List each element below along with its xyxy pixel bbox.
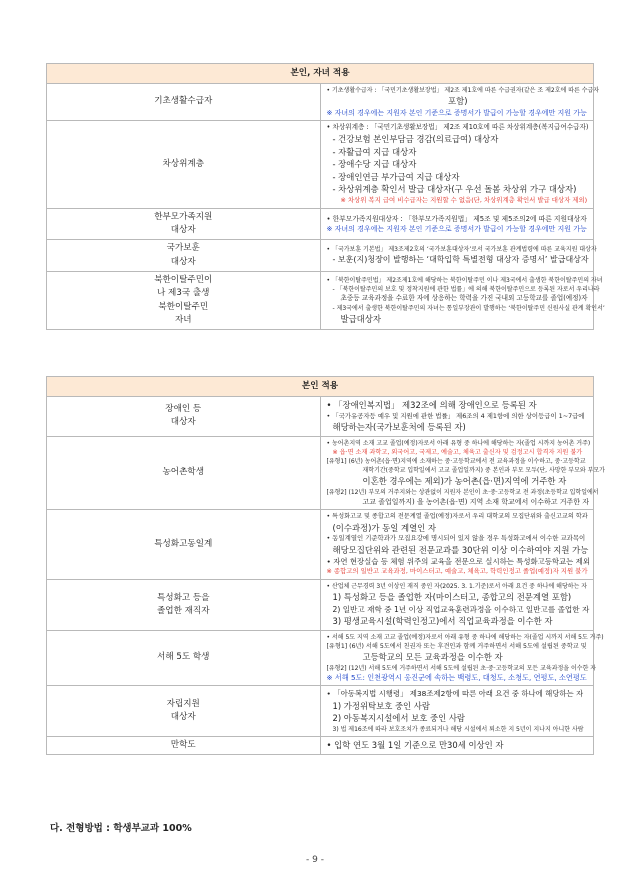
description-line: • 「북한이탈주민법」 제2조제1호에 해당하는 북한이탈주민 이나 제3국에서 출생한 북한이탈주민의 자녀 (326, 276, 603, 284)
description-line: • 한부모가족지원대상자 : 「한부모가족지원법」 제5조 및 제5조의2에 따른 지원대상자 (326, 214, 587, 223)
description-line: [유형2] (12년) 부모의 거주지와는 상관없이 지원자 본인이 초·중·고등학교 전 과정(초등학교 입학일에서 (326, 488, 599, 496)
table-row (47, 271, 594, 329)
category-label-line: 국가보훈 (166, 243, 200, 254)
description-line: 고교 졸업일까지) 을 농어촌(읍·면) 지역 소재 학교에서 이수하고 거주한 자 (362, 497, 590, 506)
category-label-line: 특성화고 등을 (156, 592, 210, 603)
description-line: • 입학 연도 3월 1일 기준으로 만30세 이상인 자 (326, 740, 504, 751)
category-label-line: 특성화고동일계 (154, 539, 213, 549)
selection-method: 다. 전형방법 : 학생부교과 100% (50, 823, 192, 834)
description-line: ※ 읍·면 소재 과학고, 외국어고, 국제고, 예술고, 체육고 출신자 및 검정고시 합격자 지원 불가 (332, 448, 583, 456)
description-line: 1) 특성화고 등을 졸업한 자(마이스터고, 종합고의 전문계열 포함) (332, 592, 572, 603)
category-label (47, 84, 321, 121)
category-label (47, 271, 321, 329)
table-body-own-only (47, 397, 605, 755)
description-line: - 장애인연금 부가급여 지급 대상자 (332, 171, 460, 182)
category-label (47, 580, 321, 631)
eligibility-description (320, 121, 594, 209)
description-line: [유형2] (12년) 서해 5도에 거주하면서 서해 5도에 설립된 초·중·고등학교의 모든 교육과정을 이수한 자 (326, 664, 597, 672)
description-line: • 산업체 근무경력 3년 이상인 재직 중인 자(2025. 3. 1.기준)로서 아래 요건 중 하나에 해당하는 자 (326, 583, 588, 591)
category-label-line: 서해 5도 학생 (157, 652, 210, 663)
description-line: [유형1] (6년) 서해 5도에서 친권자 또는 후견인과 함께 거주하면서 서해 5도에 설립된 중학교 및 (326, 642, 587, 650)
description-line: 포함) (448, 96, 468, 106)
description-line: 1) 가정위탁보호 중인 사람 (332, 700, 430, 711)
category-label-line: 자녀 (174, 314, 192, 325)
description-line: 2) 아동복지시설에서 보호 중인 사람 (332, 713, 466, 724)
category-label-line: 한부모가족지원 (154, 211, 213, 222)
description-line: • 자연 현장실습 등 체험 위주의 교육을 전문으로 실시하는 특성화고등학교는 제외 (326, 557, 590, 567)
category-label (47, 736, 321, 754)
category-label (47, 240, 321, 272)
description-line: • 「국가유공자등 예우 및 지원에 관한 법률」 제6조의 4 제1항에 의한 상이등급이 1~7급에 (326, 411, 585, 420)
eligibility-description (320, 208, 594, 240)
category-label (47, 630, 321, 686)
table-row (47, 397, 594, 437)
table-header-own-and-children: 본인, 자녀 적용 (47, 64, 594, 84)
description-line: ※ 자녀의 경우에는 지원자 본인 기준으로 증명서가 발급이 가능할 경우에만 지원 가능 (326, 224, 587, 233)
category-label-line: 대상자 (170, 256, 196, 267)
eligibility-description (320, 240, 597, 272)
category-label-line: 장애인 등 (165, 404, 202, 415)
table-body-own-and-children (47, 84, 605, 330)
category-label (47, 686, 321, 736)
eligibility-description (320, 736, 594, 754)
description-line: - 보훈(지)청장이 발행하는 ‘대학입학 특별전형 대상자 증명서’ 발급대상자 (332, 255, 589, 265)
table-row (47, 736, 594, 754)
description-line: ※ 서해 5도: 인천광역시 옹진군에 속하는 백령도, 대청도, 소청도, 연평도, 소연평도 (326, 672, 587, 682)
eligibility-description (320, 580, 594, 631)
description-line: 3) 평생교육시설(학력인정고)에서 직업교육과정을 이수한 자 (332, 616, 553, 627)
category-label-line: 대상자 (170, 712, 196, 723)
eligibility-description (320, 436, 605, 509)
category-label-line: 대상자 (170, 224, 196, 235)
eligibility-description (320, 510, 594, 580)
category-label-line: 자립지원 (166, 698, 200, 709)
description-line: 초중등 교육과정을 수료한 자에 상응하는 학력을 가진 국내외 고등학교를 졸업(예정)자 (340, 293, 588, 302)
description-line: ※ 자녀의 경우에는 지원자 본인 기준으로 증명서가 발급이 가능할 경우에만 지원 가능 (326, 108, 587, 117)
description-line: 3) 법 제16조에 따라 보호조치가 종료되거나 해당 시설에서 퇴소한 지 5년이 지나지 아니한 사람 (332, 725, 584, 733)
eligibility-description (320, 271, 605, 329)
description-line: 발급대상자 (340, 313, 381, 324)
page-number: - 9 - (306, 855, 324, 865)
description-line: [유형1] (6년) 농어촌(읍·면)지역에 소재하는 중·고등학교에서 전 교육과정을 이수하고, 중·고등학교 (326, 458, 586, 466)
category-label-line: 나 제3국 출생 (157, 288, 210, 299)
table-row (47, 240, 594, 272)
table-header-own-only: 본인 적용 (47, 377, 594, 397)
description-line: • 기초생활수급자 : 「국민기초생활보장법」 제2조 제1호에 따른 수급권자(같은 조 제2호에 따른 수급자 (326, 87, 600, 94)
eligibility-description (320, 686, 594, 736)
description-line: 2) 일반고 재학 중 1년 이상 직업교육훈련과정을 이수하고 일반고를 졸업한 자 (332, 604, 590, 614)
category-label-line: 만학도 (170, 739, 196, 750)
category-label-line: 대상자 (170, 417, 196, 428)
category-label (47, 121, 321, 209)
category-label-line: 졸업한 재직자 (156, 605, 210, 616)
description-line: 재학기간(중학교 입학일에서 고교 졸업일까지) 중 본인과 부모 모두(단, 사망한 부모와 부모가 (362, 467, 605, 475)
description-line: - 건강보험 본인부담금 경감(의료급여) 대상자 (332, 134, 499, 144)
description-line: - 자활급여 지급 대상자 (332, 146, 417, 157)
description-line: • 서해 5도 지역 소재 고교 졸업(예정)자로서 아래 유형 중 하나에 해당하는 자(졸업 시까지 서해 5도 거주) (326, 633, 604, 641)
description-line: 이혼한 경우에는 제외)가 농어촌(읍·면)지역에 거주한 자 (362, 476, 567, 487)
category-label (47, 436, 321, 509)
description-line: 해당하는자(국가보훈처에 등록된 자) (332, 422, 466, 433)
category-label-line: 차상위계층 (162, 158, 204, 169)
description-line: - 제3국에서 출생한 북한이탈주민의 자녀는 통일부장관이 발행하는 ‘북한이탈주민 신원사실 관계 확인서’ (332, 304, 605, 312)
description-line: - 장애수당 지급 대상자 (332, 159, 417, 170)
description-line: ※ 종합고의 일반고 교육과정, 마이스터고, 예술고, 체육고, 학력인정고 졸업(예정)자 지원 불가 (326, 567, 588, 576)
category-label-line: 북한이탈주민 (158, 301, 209, 312)
description-line: • 「국가보훈 기본법」 제3조제2호의 ‘국가보훈대상자’로서 국가보훈 관계법령에 따른 교육지원 대상자 (326, 246, 597, 254)
category-label-line: 기초생활수급자 (154, 96, 213, 107)
description-line: - 「북한이탈주민의 보호 및 정착지원에 관한 법률」에 의해 북한이탈주민으로 등록된 자로서 우리나라 (332, 285, 600, 293)
description-line: (이수과정)가 동일 계열인 자 (332, 522, 437, 533)
category-label-line: 북한이탈주민이 (154, 274, 213, 285)
description-line: • 농어촌지역 소재 고교 졸업(예정)자로서 아래 유형 중 하나에 해당하는 자(졸업 시까지 농어촌 거주) (326, 439, 591, 447)
table-row (47, 630, 594, 686)
table-own-and-children (46, 63, 605, 330)
table-row (47, 436, 594, 509)
description-line: 고등학교의 모든 교육과정을 이수한 자 (362, 651, 503, 662)
table-row (47, 84, 594, 121)
table-own-only (46, 376, 605, 755)
description-line: • 「장애인복지법」 제32조에 의해 장애인으로 등록된 자 (326, 400, 537, 410)
description-line: • 「아동복지법 시행령」 제38조제2항에 따른 아래 요건 중 하나에 해당하는 자 (326, 689, 584, 699)
description-line: • 동일계열인 기준학과가 모집요강에 명시되어 있지 않을 경우 특성화고에서 이수한 교과목이 (326, 534, 586, 543)
table-row (47, 208, 594, 240)
category-label (47, 510, 321, 580)
category-label-line: 농어촌학생 (162, 467, 204, 478)
description-line: • 차상위계층 : 「국민기초생활보장법」 제2조 제10호에 따른 차상위계층(복지급여수급자) (326, 123, 589, 132)
description-line: 해당모집단위와 관련된 전문교과를 30단위 이상 이수하여야 지원 가능 (332, 544, 589, 555)
description-line: ※ 차상위 복지 급여 비수급자는 지원할 수 없음(단, 차상위계층 확인서 발급 대상자 제외) (340, 196, 588, 205)
eligibility-description (320, 397, 594, 437)
table-row (47, 580, 594, 631)
description-line: - 차상위계층 확인서 발급 대상자(구 우선 돌봄 차상위 가구 대상자) (332, 184, 577, 195)
table-row (47, 686, 594, 736)
category-label (47, 397, 321, 437)
table-row (47, 510, 594, 580)
eligibility-description (320, 630, 604, 686)
description-line: • 특성화고교 및 종합고의 전문계열 졸업(예정)자로서 우리 대학교의 모집단위와 출신고교의 학과 (326, 513, 588, 521)
category-label (47, 208, 321, 240)
eligibility-description (320, 84, 600, 121)
table-row (47, 121, 594, 209)
